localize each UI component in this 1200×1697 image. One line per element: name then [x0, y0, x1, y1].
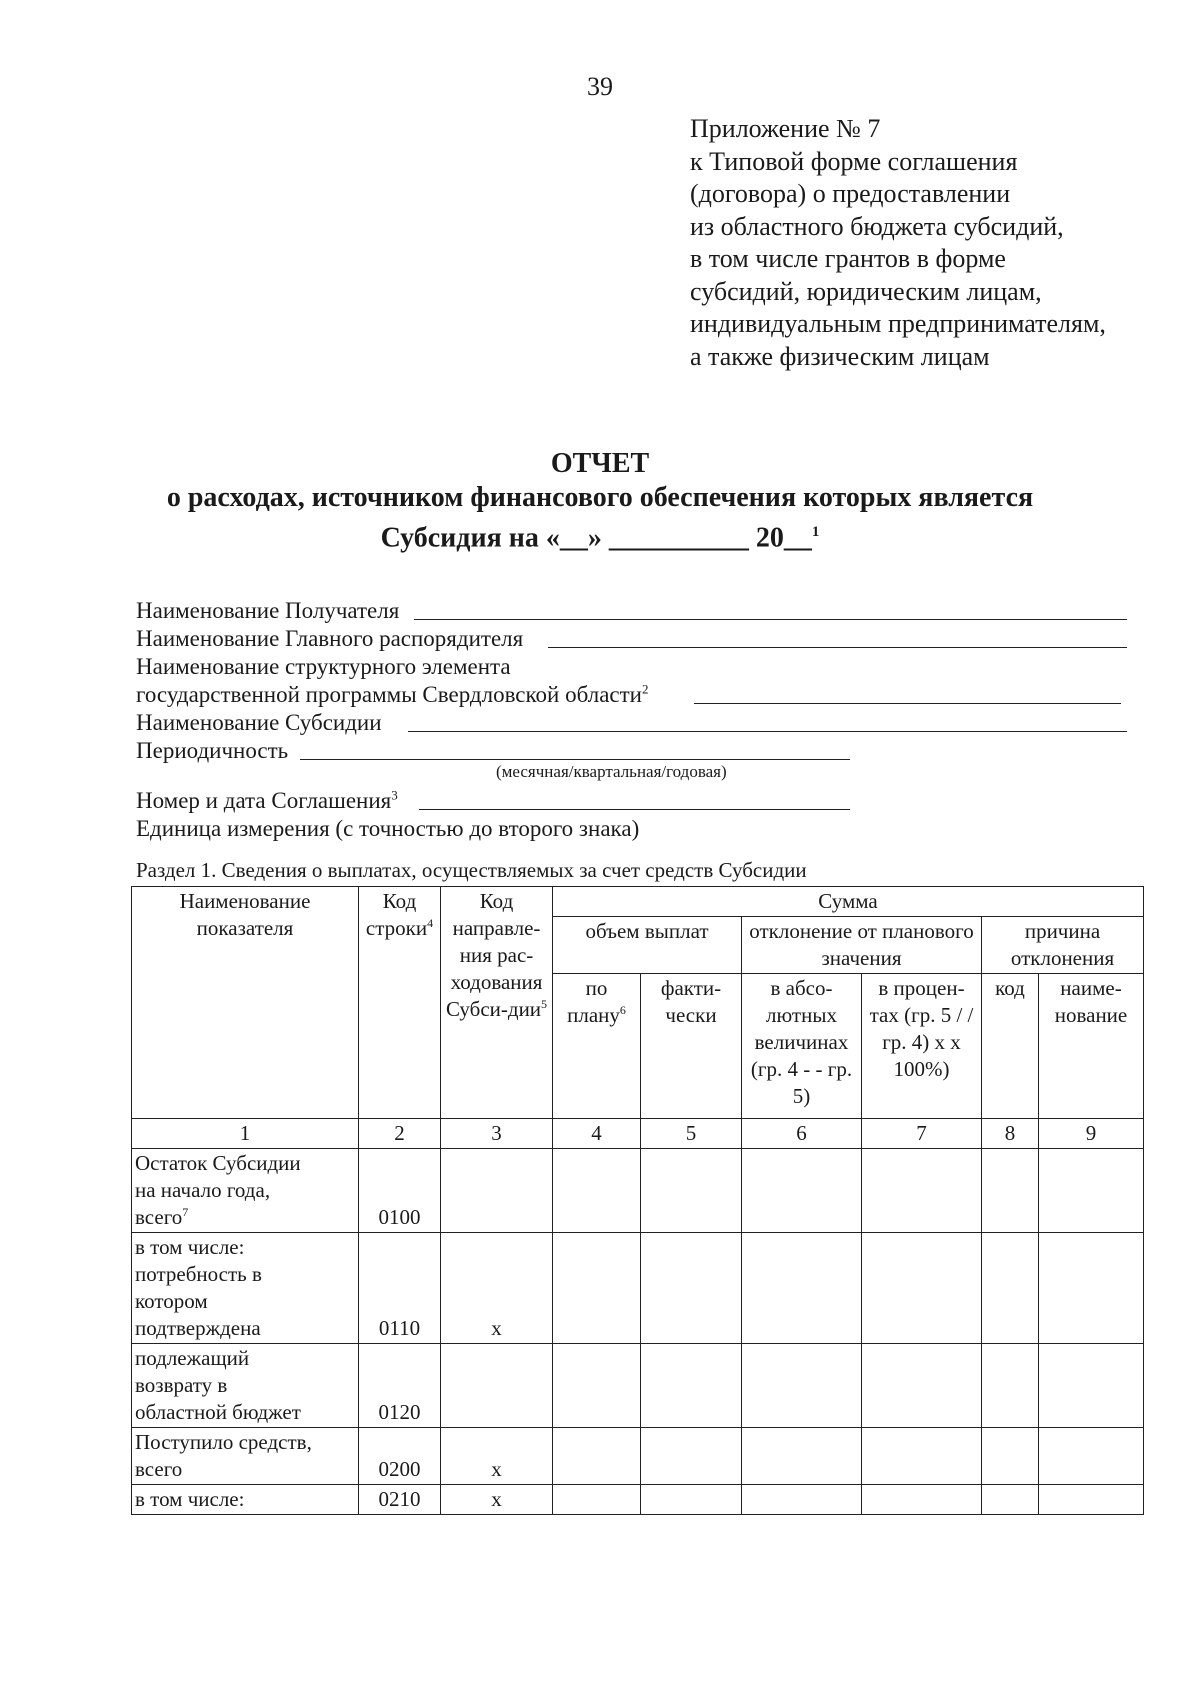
agreement-fill-line[interactable] [419, 809, 850, 810]
form-fields [136, 597, 1131, 843]
header-deviation: отклонение от планового значения [742, 917, 982, 974]
cell-reason-name[interactable] [1039, 1149, 1144, 1233]
table-row [132, 1344, 1144, 1428]
header-plan-text: по плану [567, 976, 620, 1027]
cell-absolute[interactable] [742, 1428, 862, 1485]
cell-actual[interactable] [641, 1233, 742, 1344]
element-field-line1 [136, 653, 1131, 681]
footnote-ref: 5 [541, 997, 548, 1011]
cell-actual[interactable] [641, 1485, 742, 1515]
row-name: Поступило средств, всего [132, 1428, 359, 1485]
header-sum: Сумма [553, 887, 1144, 917]
header-reason: причина отклонения [982, 917, 1144, 974]
footnote-ref: 3 [391, 787, 398, 803]
cell-plan[interactable] [553, 1344, 641, 1428]
appendix-line: индивидуальным предпринимателям, [690, 309, 1106, 338]
table-row [132, 1233, 1144, 1344]
header-reason-name: наиме-нование [1039, 974, 1144, 1119]
subsidy-label: Наименование Субсидии [136, 710, 386, 735]
appendix-block [690, 113, 1106, 373]
page-number: 39 [587, 72, 613, 101]
main-manager-field[interactable] [136, 625, 1131, 653]
subsidy-fill-line[interactable] [408, 731, 1127, 732]
column-number: 9 [1039, 1119, 1144, 1149]
cell-reason-code[interactable] [982, 1428, 1039, 1485]
agreement-field[interactable] [136, 787, 1131, 815]
main-manager-fill-line[interactable] [548, 647, 1127, 648]
main-manager-label: Наименование Главного распорядителя [136, 626, 527, 651]
footnote-ref: 2 [641, 681, 649, 697]
cell-plan[interactable] [553, 1485, 641, 1515]
row-code: 0120 [359, 1344, 441, 1428]
cell-plan[interactable] [553, 1428, 641, 1485]
periodicity-hint: (месячная/квартальная/годовая) [496, 762, 727, 781]
header-row-1 [132, 887, 1144, 917]
title-line-1: ОТЧЕТ [550, 448, 650, 479]
appendix-line: субсидий, юридическим лицам, [690, 276, 1042, 306]
cell-percent[interactable] [862, 1485, 982, 1515]
title-line-2: о расходах, источником финансового обеспечения которых является [166, 482, 1034, 513]
cell-percent[interactable] [862, 1344, 982, 1428]
appendix-line: к Типовой форме соглашения [690, 146, 1018, 176]
title-line-3-text: Субсидия на «__» __________ 20__ [380, 522, 812, 554]
cell-reason-name[interactable] [1039, 1344, 1144, 1428]
row-name: в том числе: [132, 1485, 359, 1515]
header-direction-code-text: Код направле-ния рас-ходования Субси-дии [445, 889, 543, 1021]
column-number: 5 [641, 1119, 742, 1149]
cell-actual[interactable] [641, 1344, 742, 1428]
row-code: 0200 [359, 1428, 441, 1485]
header-direction-code [441, 887, 553, 1119]
cell-plan[interactable] [553, 1149, 641, 1233]
element-label-2 [136, 682, 652, 707]
header-indicator: Наименование показателя [132, 887, 359, 1119]
cell-reason-code[interactable] [982, 1344, 1039, 1428]
row-name-text: Остаток Субсидии на начало года, всего [135, 1151, 301, 1229]
periodicity-label: Периодичность [136, 738, 292, 763]
row-direction: х [441, 1233, 553, 1344]
header-payments: объем выплат [553, 917, 742, 974]
header-reason-code: код [982, 974, 1039, 1119]
subsidy-field[interactable] [136, 709, 1131, 737]
periodicity-hint-row [136, 762, 1131, 787]
appendix-line: в том числе грантов в форме [690, 244, 1006, 273]
cell-absolute[interactable] [742, 1485, 862, 1515]
column-numbers-row [132, 1119, 1144, 1149]
header-row-code-text: Код строки [365, 889, 428, 940]
header-row-code [359, 887, 441, 1119]
column-number: 2 [359, 1119, 441, 1149]
appendix-line: а также физическим лицам [690, 341, 990, 371]
row-code: 0100 [359, 1149, 441, 1233]
column-number: 4 [553, 1119, 641, 1149]
column-number: 7 [862, 1119, 982, 1149]
element-label-1: Наименование структурного элемента [136, 654, 515, 679]
header-actual: факти-чески [641, 974, 742, 1119]
cell-percent[interactable] [862, 1428, 982, 1485]
element-field[interactable] [136, 681, 1131, 709]
footnote-ref: 1 [811, 524, 820, 540]
unit-field [136, 815, 1131, 843]
footnote-ref: 6 [619, 1003, 626, 1017]
appendix-line: из областного бюджета субсидий, [690, 211, 1064, 241]
table-row [132, 1428, 1144, 1485]
unit-label: Единица измерения (с точностью до второго знака) [136, 816, 643, 841]
cell-actual[interactable] [641, 1149, 742, 1233]
cell-reason-name[interactable] [1039, 1233, 1144, 1344]
cell-percent[interactable] [862, 1233, 982, 1344]
row-name [132, 1149, 359, 1233]
row-direction: х [441, 1428, 553, 1485]
header-absolute: в абсо-лютных величинах (гр. 4 - - гр. 5) [742, 974, 862, 1119]
header-percent: в процен-тах (гр. 5 / / гр. 4) х х 100%) [862, 974, 982, 1119]
report-title [0, 447, 1200, 555]
cell-absolute[interactable] [742, 1344, 862, 1428]
column-number: 6 [742, 1119, 862, 1149]
agreement-label-text: Номер и дата Соглашения [136, 788, 392, 813]
recipient-fill-line[interactable] [414, 619, 1127, 620]
row-code: 0110 [359, 1233, 441, 1344]
element-fill-line[interactable] [694, 703, 1121, 704]
cell-absolute[interactable] [742, 1233, 862, 1344]
recipient-label: Наименование Получателя [136, 598, 403, 623]
cell-reason-code[interactable] [982, 1233, 1039, 1344]
row-code: 0210 [359, 1485, 441, 1515]
table-row [132, 1485, 1144, 1515]
column-number: 1 [132, 1119, 359, 1149]
row-direction[interactable] [441, 1344, 553, 1428]
row-direction: х [441, 1485, 553, 1515]
table-row [132, 1149, 1144, 1233]
row-direction[interactable] [441, 1149, 553, 1233]
cell-reason-name[interactable] [1039, 1485, 1144, 1515]
row-name: подлежащий возврату в областной бюджет [132, 1344, 359, 1428]
cell-plan[interactable] [553, 1233, 641, 1344]
payments-table [131, 886, 1144, 1515]
recipient-field[interactable] [136, 597, 1131, 625]
section-1-title: Раздел 1. Сведения о выплатах, осуществляемых за счет средств Субсидии [136, 858, 807, 882]
column-number: 8 [982, 1119, 1039, 1149]
cell-absolute[interactable] [742, 1149, 862, 1233]
header-plan [553, 974, 641, 1119]
appendix-line: Приложение № 7 [690, 114, 881, 143]
agreement-label [136, 788, 402, 813]
cell-reason-code[interactable] [982, 1149, 1039, 1233]
cell-actual[interactable] [641, 1428, 742, 1485]
footnote-ref: 7 [182, 1205, 189, 1219]
appendix-line: (договора) о предоставлении [690, 179, 1011, 208]
row-name: в том числе: потребность в котором подтверждена [132, 1233, 359, 1344]
footnote-ref: 4 [427, 916, 434, 930]
cell-percent[interactable] [862, 1149, 982, 1233]
title-line-3 [0, 515, 1200, 555]
column-number: 3 [441, 1119, 553, 1149]
cell-reason-code[interactable] [982, 1485, 1039, 1515]
element-label-2-text: государственной программы Свердловской области [136, 682, 642, 707]
cell-reason-name[interactable] [1039, 1428, 1144, 1485]
